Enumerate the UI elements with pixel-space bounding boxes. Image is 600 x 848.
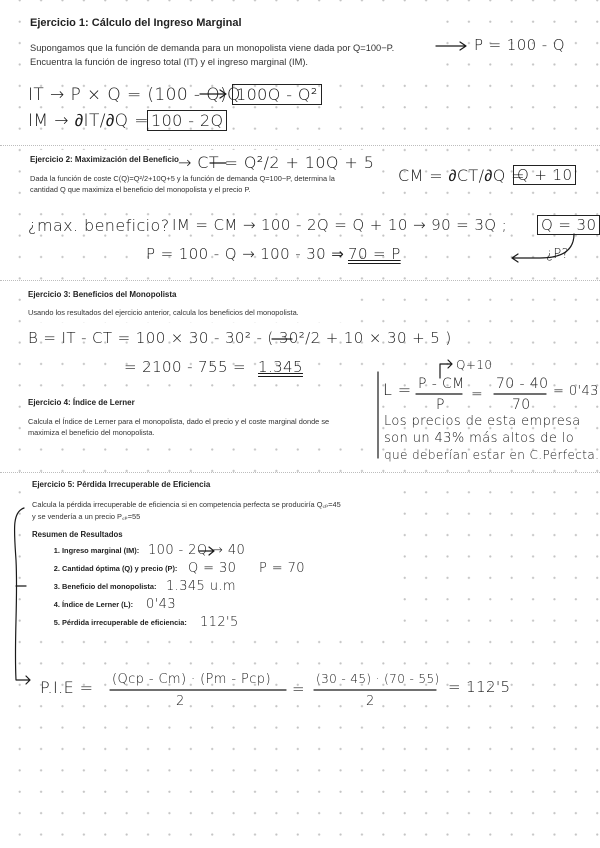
ex4-statement-line1: Calcula el Índice de Lerner para el monopolista, dado el precio y el coste marginal donde se bbox=[28, 417, 330, 426]
pie-numerator-values: (30 - 45) · (70 - 55) bbox=[316, 672, 440, 686]
ex1-im-result: 100 - 2Q bbox=[147, 110, 227, 131]
ex4-equals: = bbox=[471, 386, 484, 402]
ex5-statement-line1: Calcula la pérdida irrecuperable de eficiencia si en competencia perfecta se produciría Q꜀ₚ=45 bbox=[32, 500, 341, 509]
ex4-explanation-line3: que deberían estar en C.Perfecta. bbox=[384, 448, 600, 462]
ex4-title: Ejercicio 4: Índice de Lerner bbox=[28, 398, 135, 407]
ex1-title: Ejercicio 1: Cálculo del Ingreso Marginal bbox=[30, 17, 242, 29]
ex4-q10-note: Q+10 bbox=[456, 358, 493, 372]
summary-title: Resumen de Resultados bbox=[32, 530, 123, 539]
ex2-p-result: 70 = P bbox=[348, 245, 401, 263]
ex3-calc-line2: = 2100 - 755 = bbox=[124, 358, 247, 376]
ex1-im-formula: IM → ∂IT/∂Q = bbox=[28, 111, 149, 131]
summary-arrow-im bbox=[199, 547, 214, 555]
pie-denominator-values: 2 bbox=[366, 694, 375, 709]
ex4-lerner-numerator-values: 70 - 40 bbox=[496, 376, 549, 392]
ex4-lerner-result: = 0'43 bbox=[553, 384, 599, 399]
ex4-lerner-numerator: P - CM bbox=[418, 376, 465, 392]
ex4-explanation-line2: son un 43% más altos de lo bbox=[384, 431, 575, 446]
ex1-statement-line2: Encuentra la función de ingreso total (IT) y el ingreso marginal (IM). bbox=[30, 57, 308, 67]
ex3-statement-line1: Usando los resultados del ejercicio anterior, calcula los beneficios del monopolista. bbox=[28, 308, 299, 317]
ex2-max-question: ¿max. beneficio? bbox=[28, 216, 170, 235]
ex2-q-result: Q = 30 bbox=[537, 215, 600, 235]
ex5-bracket bbox=[14, 508, 30, 684]
ex4-lerner-label: L = bbox=[383, 380, 412, 399]
ex3-title: Ejercicio 3: Beneficios del Monopolista bbox=[28, 290, 177, 299]
arrow-cm-to-q10 bbox=[440, 360, 452, 378]
arrow-to-it-result bbox=[200, 90, 226, 98]
arrow-to-demand bbox=[436, 42, 466, 50]
result-label: Cantidad óptima (Q) y precio (P): bbox=[62, 564, 178, 573]
result-answer-q-p: Q = 30 P = 70 bbox=[188, 561, 305, 576]
ex1-it-result: 100Q - Q² bbox=[232, 84, 322, 105]
pie-label: P.I.E = bbox=[40, 678, 94, 697]
result-answer-pie: 112'5 bbox=[200, 615, 239, 630]
pie-result: = 112'5 bbox=[448, 678, 511, 696]
ex2-max-chain: IM = CM → 100 - 2Q = Q + 10 → 90 = 3Q ; bbox=[172, 216, 508, 234]
ex4-lerner-denominator: P bbox=[436, 397, 445, 413]
result-label: Ingreso marginal (IM): bbox=[62, 546, 140, 555]
result-label: Beneficio del monopolista: bbox=[62, 582, 157, 591]
arrow-to-dp bbox=[512, 234, 574, 262]
ex3-calc-line1: B = IT - CT = 100 × 30 - 30² - ( 30²/2 + 10 × 30 + 5 ) bbox=[28, 329, 452, 347]
ex2-statement-line2: cantidad Q que maximiza el beneficio del monopolista y el precio P. bbox=[30, 185, 251, 194]
ex2-cm-formula: CM = ∂CT/∂Q = bbox=[398, 166, 525, 185]
ex1-it-formula: IT → P × Q = (100 - Q)Q bbox=[28, 85, 241, 105]
ex2-ct-formula: → CT = Q²/2 + 10Q + 5 bbox=[178, 153, 375, 172]
result-answer-im: 100 - 2Q → 40 bbox=[148, 543, 246, 558]
ex4-explanation-line1: Los precios de esta empresa bbox=[384, 414, 581, 429]
pie-denominator: 2 bbox=[176, 694, 185, 709]
ex4-statement-line2: maximiza el beneficio del monopolista. bbox=[28, 428, 155, 437]
pie-equals: = bbox=[292, 680, 305, 698]
ex2-title: Ejercicio 2: Maximización del Beneficio bbox=[30, 155, 179, 164]
pie-numerator: (Qcp - Cm) · (Pm - Pcp) bbox=[112, 672, 271, 687]
ex2-statement-line1: Dada la función de coste C(Q)=Q²/2+10Q+5 y la función de demanda Q=100−P, determina la bbox=[30, 174, 335, 183]
ex5-title: Ejercicio 5: Pérdida Irrecuperable de Eficiencia bbox=[32, 480, 211, 489]
ex1-demand-note: P = 100 - Q bbox=[474, 36, 565, 54]
ex1-statement-line1: Supongamos que la función de demanda para un monopolista viene dada por Q=100−P. bbox=[30, 43, 395, 53]
ex4-lerner-denominator-values: 70 bbox=[512, 397, 531, 413]
result-answer-lerner: 0'43 bbox=[146, 597, 176, 612]
ex2-p-chain: P = 100 - Q → 100 - 30 ⇒ bbox=[146, 245, 345, 263]
result-label: Pérdida irrecuperable de eficiencia: bbox=[62, 618, 187, 627]
result-answer-profit: 1.345 u.m bbox=[166, 579, 236, 594]
result-label: Índice de Lerner (L): bbox=[62, 600, 134, 609]
ex3-result: 1.345 bbox=[258, 358, 303, 376]
ex5-statement-line2: y se vendería a un precio P꜀ₚ=55 bbox=[32, 512, 141, 521]
ex2-dp-note: ¿P? bbox=[546, 247, 569, 262]
ex2-cm-result: Q + 10 bbox=[513, 165, 576, 185]
